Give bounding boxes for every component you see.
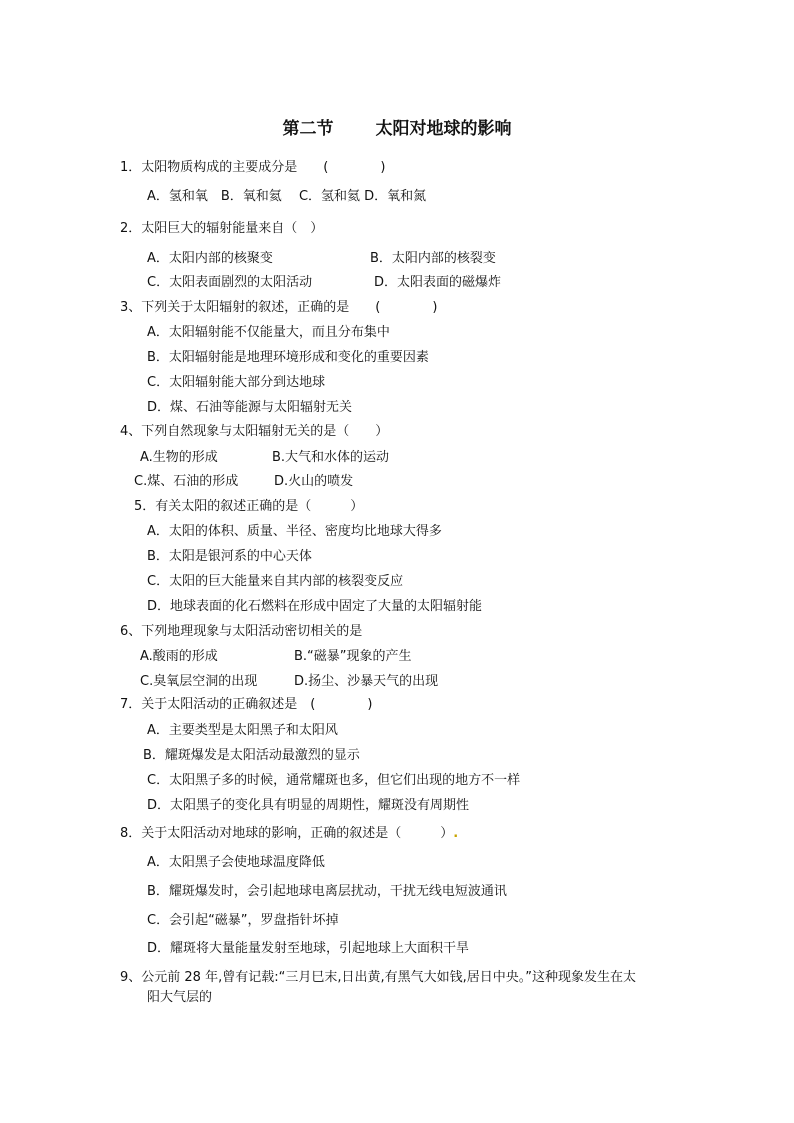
question-5-option-c: C．太阳的巨大能量来自其内部的核裂变反应: [147, 574, 404, 589]
question-6-option-c: C.臭氧层空洞的出现: [140, 674, 258, 689]
question-2-option-a: A．太阳内部的核聚变: [147, 251, 273, 266]
section-heading: 太阳对地球的影响: [375, 119, 512, 139]
question-2-option-c: C．太阳表面剧烈的太阳活动: [147, 275, 313, 290]
question-8-trailing-mark: .: [453, 826, 459, 841]
question-8-option-a: A．太阳黑子会使地球温度降低: [147, 855, 325, 870]
question-7-option-d: D．太阳黑子的变化具有明显的周期性，耀斑没有周期性: [147, 798, 470, 813]
question-2-option-b: B．太阳内部的核裂变: [370, 251, 496, 266]
question-8-option-b: B．耀斑爆发时，会引起地球电离层扰动，干扰无线电短波通讯: [147, 884, 507, 899]
question-9-stem-line-2: 阳大气层的: [147, 990, 213, 1005]
question-8-option-d: D．耀斑将大量能量发射至地球，引起地球上大面积干旱: [147, 941, 470, 956]
question-7-option-a: A．主要类型是太阳黑子和太阳风: [147, 723, 338, 738]
section-number: 第二节: [282, 119, 334, 139]
question-8-stem: [120, 826, 458, 842]
question-6-stem: 6、下列地理现象与太阳活动密切相关的是: [120, 624, 363, 639]
question-4-stem: 4、下列自然现象与太阳辐射无关的是（ ）: [120, 424, 389, 439]
question-7-option-c: C．太阳黑子多的时候，通常耀斑也多，但它们出现的地方不一样: [147, 773, 521, 788]
page-title: [0, 118, 794, 140]
question-4-option-d: D.火山的喷发: [274, 474, 354, 489]
question-3-option-d: D．煤、石油等能源与太阳辐射无关: [147, 400, 353, 415]
question-5-stem: 5．有关太阳的叙述正确的是（ ）: [134, 499, 364, 514]
question-3-option-b: B．太阳辐射能是地理环境形成和变化的重要因素: [147, 350, 429, 365]
question-6-option-d: D.扬尘、沙暴天气的出现: [294, 674, 439, 689]
question-8-option-c: C．会引起“磁暴”，罗盘指针坏掉: [147, 913, 339, 928]
question-6-option-a: A.酸雨的形成: [140, 649, 218, 664]
question-7-option-b: B．耀斑爆发是太阳活动最激烈的显示: [143, 748, 360, 763]
question-1-stem: 1．太阳物质构成的主要成分是 ( ): [120, 160, 386, 175]
question-6-option-b: B.“磁暴”现象的产生: [294, 649, 412, 664]
question-5-option-b: B．太阳是银河系的中心天体: [147, 549, 312, 564]
question-3-option-a: A．太阳辐射能不仅能量大，而且分布集中: [147, 325, 390, 340]
question-2-stem: 2．太阳巨大的辐射能量来自（ ）: [120, 221, 324, 236]
question-4-option-a: A.生物的形成: [140, 450, 218, 465]
question-2-option-d: D．太阳表面的磁爆炸: [374, 275, 502, 290]
question-4-option-b: B.大气和水体的运动: [272, 450, 390, 465]
question-5-option-d: D．地球表面的化石燃料在形成中固定了大量的太阳辐射能: [147, 599, 483, 614]
question-4-option-c: C.煤、石油的形成: [134, 474, 239, 489]
question-7-stem: 7．关于太阳活动的正确叙述是 ( ): [120, 697, 373, 712]
question-5-option-a: A．太阳的体积、质量、半径、密度均比地球大得多: [147, 524, 442, 539]
question-3-option-c: C．太阳辐射能大部分到达地球: [147, 375, 326, 390]
question-8-text: 8．关于太阳活动对地球的影响，正确的叙述是（ ）: [120, 826, 454, 841]
question-1-options: A．氢和氧 B．氧和氦 C．氢和氦 D．氧和氮: [147, 189, 427, 204]
question-3-stem: 3、下列关于太阳辐射的叙述，正确的是 ( ): [120, 300, 438, 315]
question-9-stem-line-1: 9、公元前 28 年,曾有记载:“三月巳末,日出黄,有黑气大如钱,居日中央。”这种现象发生在太: [120, 970, 636, 985]
